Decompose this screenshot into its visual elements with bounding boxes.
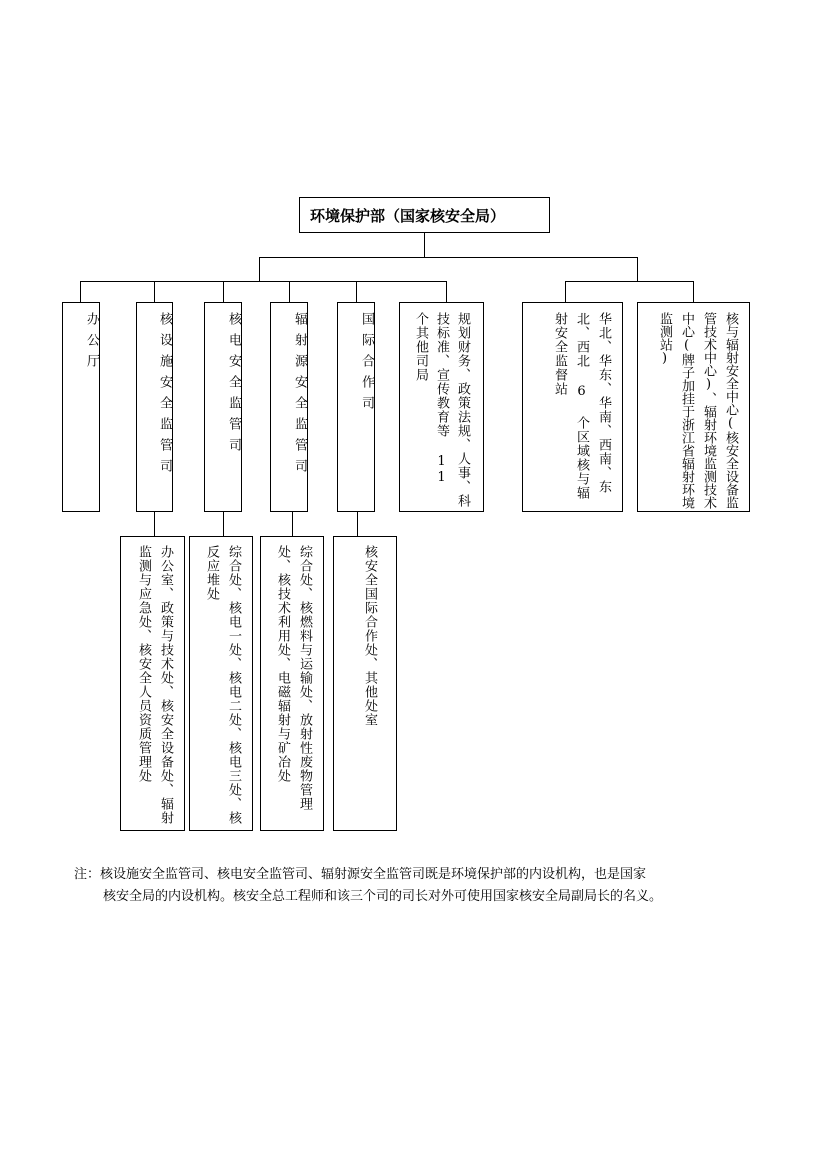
department-label: 华北、华东、华南、西南、东北、西北 6 个区域核与辐射安全监督站 [552, 312, 611, 500]
department-label: 辐射源安全监管司 [292, 312, 307, 480]
department-box [399, 302, 484, 512]
ministry-label: 环境保护部（国家核安全局） [310, 206, 506, 225]
connector-line [154, 281, 155, 302]
connector-line [565, 281, 566, 302]
department-box [522, 302, 623, 512]
department-label: 规划财务、政策法规、人事、科技标准、宣传教育等 11 个其他司局 [413, 312, 470, 508]
connector-line [80, 281, 81, 302]
subunit-box [333, 536, 397, 831]
department-box [204, 302, 242, 512]
subunit-label: 综合处、核电一处、核电二处、核电三处、核反应堆处 [204, 545, 241, 825]
footnote-line-2: 核安全局的内设机构。核安全总工程师和该三个司的司长对外可使用国家核安全局副局长的名义。 [103, 889, 663, 904]
subunit-label: 核安全国际合作处、其他处室 [362, 545, 377, 727]
connector-line [424, 232, 425, 257]
department-box [270, 302, 308, 512]
department-label: 核与辐射安全中心(核安全设备监管技术中心)、辐射环境监测技术中心(牌子加挂于浙江省辐射环境监测站) [657, 312, 738, 509]
connector-line [154, 511, 155, 536]
department-label: 核设施安全监管司 [157, 312, 172, 480]
department-label: 国际合作司 [359, 312, 374, 417]
connector-line [223, 281, 224, 302]
footnote-line-1: 注：核设施安全监管司、核电安全监管司、辐射源安全监管司既是环境保护部的内设机构，也是国家 [74, 867, 647, 882]
subunit-label: 综合处、核燃料与运输处、放射性废物管理处、核技术利用处、电磁辐射与矿冶处 [275, 545, 312, 811]
connector-line [259, 257, 637, 258]
department-box [62, 302, 100, 512]
connector-line [693, 281, 694, 302]
connector-line [289, 281, 290, 302]
subunit-label: 办公室、政策与技术处、核安全设备处、辐射监测与应急处、核安全人员资质管理处 [136, 545, 173, 825]
department-box [337, 302, 375, 512]
connector-line [446, 281, 447, 302]
connector-line [259, 257, 260, 281]
subunit-box [260, 536, 324, 831]
subunit-box [189, 536, 253, 831]
connector-line [356, 281, 357, 302]
connector-line [357, 511, 358, 536]
connector-line [292, 511, 293, 536]
connector-line [565, 281, 693, 282]
department-label: 办公厅 [84, 312, 99, 375]
footnote [74, 864, 754, 908]
subunit-box [120, 536, 185, 831]
connector-line [637, 257, 638, 281]
connector-line [223, 511, 224, 536]
ministry-box [299, 197, 550, 233]
department-box [637, 302, 750, 512]
department-label: 核电安全监管司 [226, 312, 241, 459]
department-box [136, 302, 173, 512]
connector-line [80, 281, 447, 282]
